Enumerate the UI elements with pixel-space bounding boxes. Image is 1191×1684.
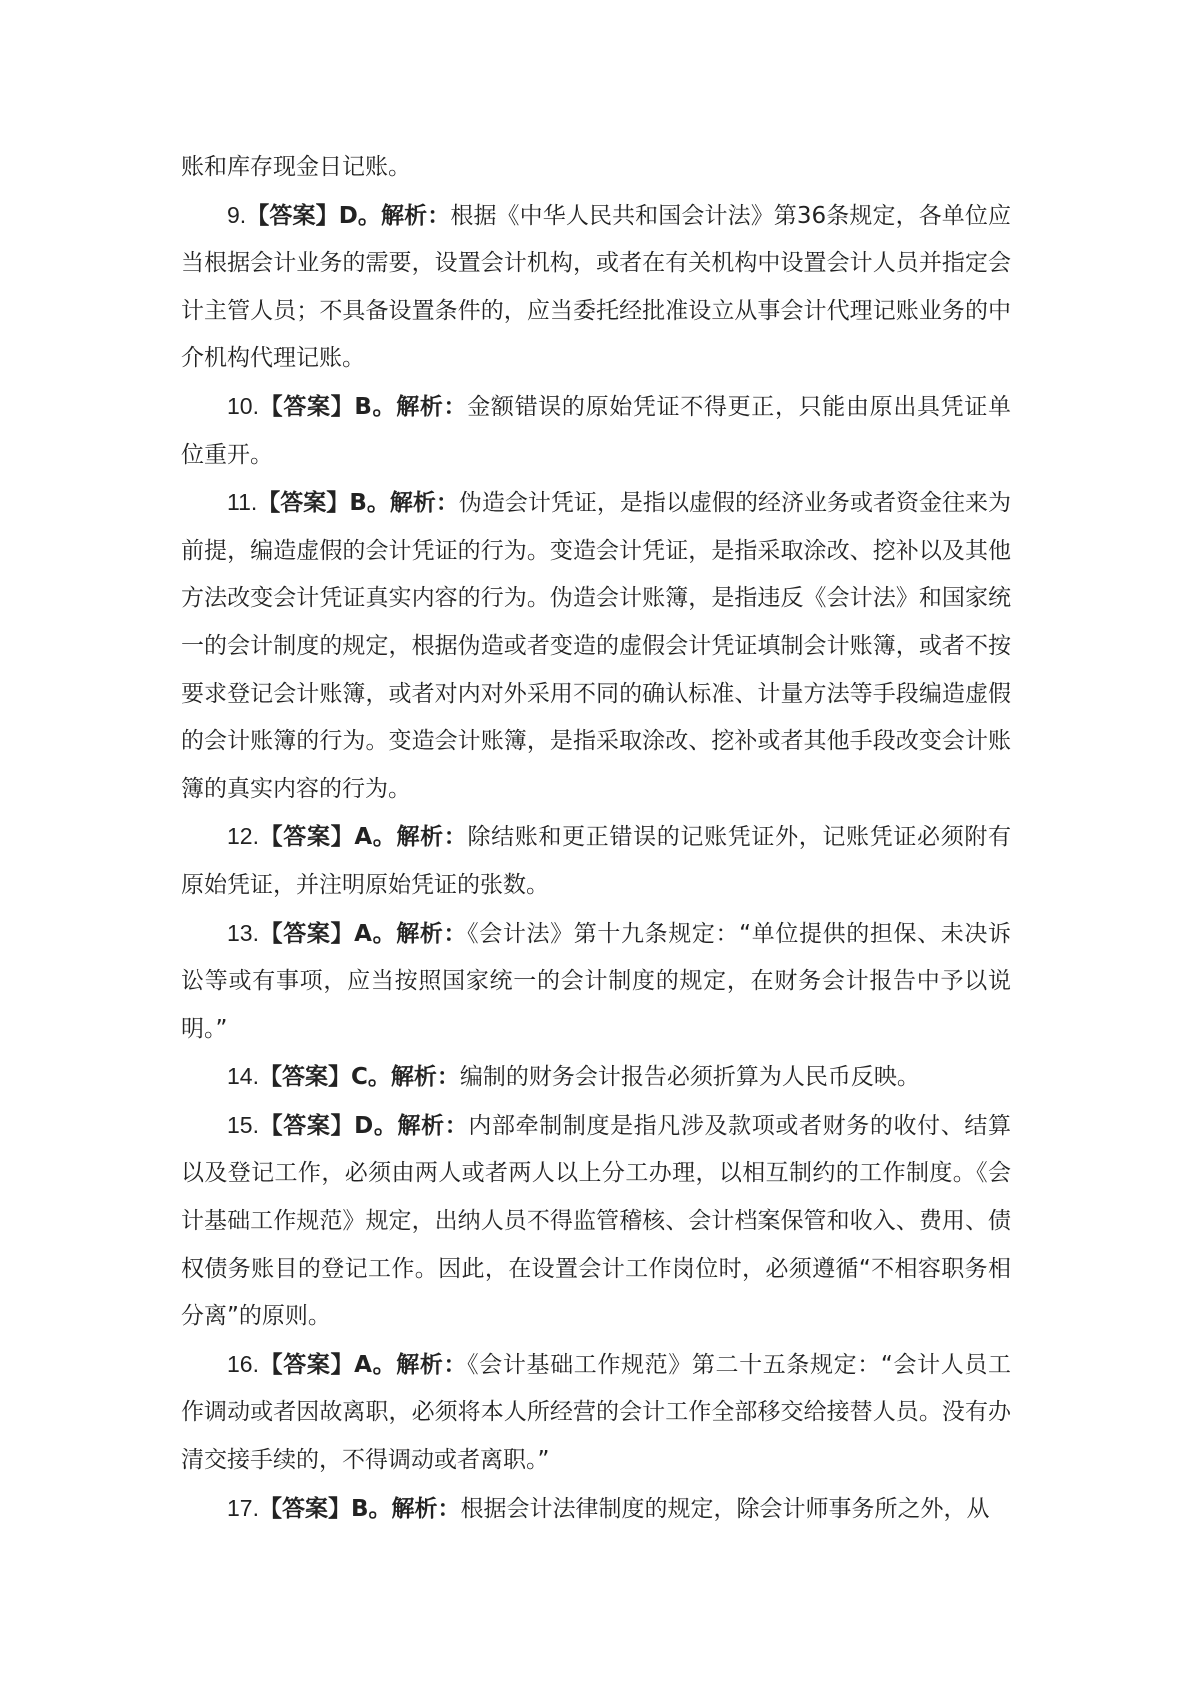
answer-label: 【答案】	[258, 920, 355, 947]
answer-item	[181, 1102, 1011, 1341]
analysis-text: 《会计法》第十九条规定：“单位提供的担保、未决诉讼等或有事项，应当按照国家统一的会计制度的规定，在财务会计报告中予以说明。”	[181, 920, 1011, 1042]
item-number: 14.	[227, 1063, 259, 1090]
item-number: 9.	[227, 201, 247, 228]
item-number: 10.	[227, 392, 259, 419]
item-number: 15.	[227, 1111, 259, 1138]
answer-choice: A。	[354, 1351, 397, 1378]
lead-paragraph: 账和库存现金日记账。	[181, 154, 411, 180]
answer-label: 【答案】	[257, 490, 350, 517]
answer-item	[181, 479, 1011, 813]
analysis-text: 根据会计法律制度的规定，除会计师事务所之外，从	[460, 1495, 990, 1522]
item-number: 11.	[227, 489, 258, 516]
answer-item	[181, 910, 1011, 1054]
answer-item	[181, 1485, 1011, 1534]
analysis-text: 根据《中华人民共和国会计法》第36条规定，各单位应当根据会计业务的需要，设置会计机构，或者在有关机构中设置会计人员并指定会计主管人员；不具备设置条件的，应当委托经批准设立从事会计代理记账业务的中介机构代理记账。	[181, 202, 1012, 372]
analysis-label: 解析：	[396, 1351, 468, 1378]
answer-label: 【答案】	[258, 1351, 355, 1378]
answer-label: 【答案】	[258, 393, 355, 420]
analysis-text: 内部牵制制度是指凡涉及款项或者财务的收付、结算以及登记工作，必须由两人或者两人以上分工办理，以相互制约的工作制度。《会计基础工作规范》规定，出纳人员不得监管稽核、会计档案保管和收入、费用、债权债务账目的登记工作。因此，在设置会计工作岗位时，必须遵循“不相容职务相分离”的原则。	[181, 1112, 1012, 1330]
answer-choice: D。	[354, 1112, 398, 1139]
answer-choice: C。	[350, 1064, 391, 1091]
answer-choice: B。	[354, 393, 397, 420]
analysis-text: 除结账和更正错误的记账凭证外，记账凭证必须附有原始凭证，并注明原始凭证的张数。	[181, 824, 1012, 898]
analysis-label: 解析：	[396, 824, 468, 851]
answer-item	[181, 192, 1011, 383]
answer-item	[181, 813, 1011, 909]
answer-choice: D。	[338, 202, 382, 229]
answer-choice: A。	[354, 824, 397, 851]
analysis-text: 《会计基础工作规范》第二十五条规定：“会计人员工作调动或者因故离职，必须将本人所经营的会计工作全部移交给接替人员。没有办清交接手续的，不得调动或者离职。”	[181, 1351, 1011, 1474]
answer-choice: B。	[349, 490, 390, 517]
analysis-label: 解析：	[396, 393, 468, 420]
answer-item	[181, 1341, 1011, 1485]
analysis-label: 解析：	[391, 1495, 461, 1522]
item-number: 13.	[227, 919, 259, 946]
answer-choice: B。	[350, 1495, 392, 1522]
answer-label: 【答案】	[258, 1064, 351, 1091]
answer-item	[181, 383, 1011, 479]
analysis-label: 解析：	[381, 202, 451, 229]
item-number: 16.	[227, 1350, 259, 1377]
answer-label: 【答案】	[258, 1495, 351, 1522]
analysis-label: 解析：	[389, 490, 459, 517]
answer-label: 【答案】	[258, 824, 355, 851]
analysis-text: 伪造会计凭证，是指以虚假的经济业务或者资金往来为前提，编造虚假的会计凭证的行为。变造会计凭证，是指采取涂改、挖补以及其他方法改变会计凭证真实内容的行为。伪造会计账簿，是指违反《会计法》和国家统一的会计制度的规定，根据伪造或者变造的虚假会计凭证填制会计账簿，或者不按要求登记会计账簿，或者对内对外采用不同的确认标准、计量方法等手段编造虚假的会计账簿的行为。变造会计账簿，是指采取涂改、挖补或者其他手段改变会计账簿的真实内容的行为。	[181, 490, 1012, 802]
answer-label: 【答案】	[246, 202, 339, 229]
analysis-text: 编制的财务会计报告必须折算为人民币反映。	[459, 1064, 920, 1091]
answer-choice: A。	[354, 920, 397, 947]
analysis-label: 解析：	[390, 1064, 460, 1091]
document-body	[181, 144, 1011, 1533]
analysis-label: 解析：	[397, 1112, 469, 1139]
answer-list	[181, 192, 1011, 1534]
item-number: 17.	[227, 1494, 259, 1521]
item-number: 12.	[227, 823, 259, 850]
analysis-label: 解析：	[396, 920, 468, 947]
analysis-text: 金额错误的原始凭证不得更正，只能由原出具凭证单位重开。	[181, 393, 1012, 468]
answer-label: 【答案】	[258, 1112, 355, 1139]
answer-item	[181, 1053, 1011, 1102]
